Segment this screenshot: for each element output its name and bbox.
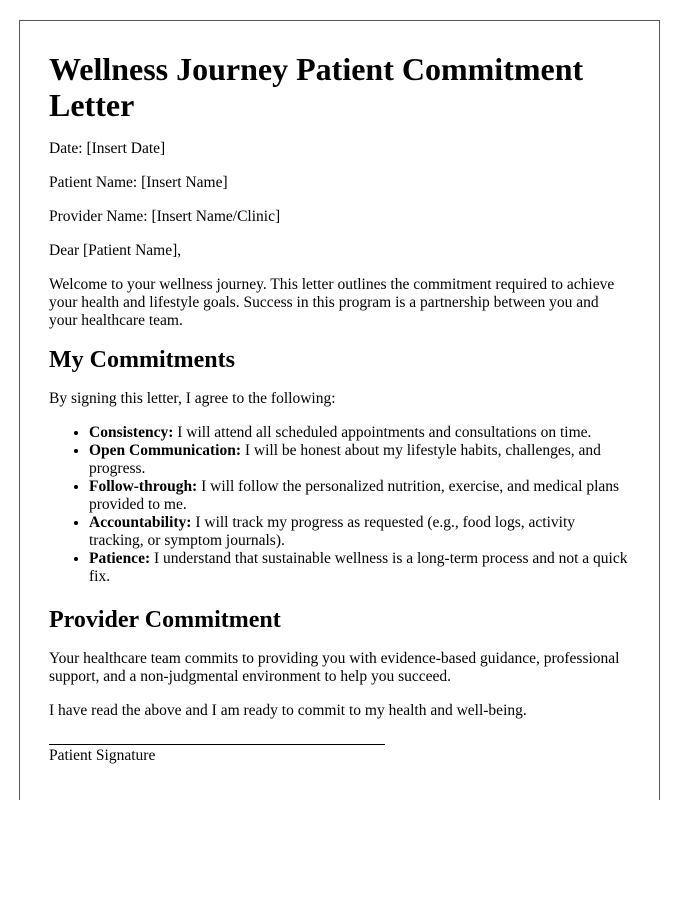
list-item bbox=[89, 424, 630, 442]
my-commitments-heading: My Commitments bbox=[49, 347, 235, 373]
provider-commitment-paragraph: Your healthcare team commits to providing you with evidence-based guidance, professional support, and a non-judgmental environment to help you succeed. bbox=[49, 650, 620, 685]
commitment-text: I understand that sustainable wellness is a long-term process and not a quick fix. bbox=[89, 550, 628, 585]
commitment-term: Patience: bbox=[89, 550, 151, 567]
signature-line bbox=[49, 744, 385, 745]
signature-label: Patient Signature bbox=[49, 747, 156, 764]
commitments-list bbox=[49, 424, 630, 586]
page-title: Wellness Journey Patient Commitment Letter bbox=[49, 51, 584, 123]
commitments-lead: By signing this letter, I agree to the following: bbox=[49, 390, 336, 407]
commitment-term: Accountability: bbox=[89, 514, 192, 531]
patient-name-line: Patient Name: [Insert Name] bbox=[49, 174, 228, 191]
list-item bbox=[89, 442, 630, 478]
list-item bbox=[89, 550, 630, 586]
letter-page bbox=[19, 20, 660, 800]
date-line: Date: [Insert Date] bbox=[49, 140, 166, 157]
provider-commitment-heading: Provider Commitment bbox=[49, 607, 281, 633]
list-item bbox=[89, 514, 630, 550]
commitment-term: Follow-through: bbox=[89, 478, 198, 495]
list-item bbox=[89, 478, 630, 514]
commitment-text: I will track my progress as requested (e.g., food logs, activity tracking, or symptom journals). bbox=[89, 514, 575, 549]
commitment-text: I will attend all scheduled appointments and consultations on time. bbox=[173, 424, 592, 441]
intro-paragraph: Welcome to your wellness journey. This letter outlines the commitment required to achieve your health and lifestyle goals. Success in this program is a partnership between you and your healthcare team. bbox=[49, 276, 615, 329]
closing-statement: I have read the above and I am ready to commit to my health and well-being. bbox=[49, 702, 527, 719]
commitment-text: I will follow the personalized nutrition, exercise, and medical plans provided to me. bbox=[89, 478, 620, 513]
provider-name-line: Provider Name: [Insert Name/Clinic] bbox=[49, 208, 281, 225]
commitment-term: Consistency: bbox=[89, 424, 174, 441]
salutation: Dear [Patient Name], bbox=[49, 242, 182, 259]
commitment-term: Open Communication: bbox=[89, 442, 241, 459]
commitment-text: I will be honest about my lifestyle habits, challenges, and progress. bbox=[89, 442, 601, 477]
